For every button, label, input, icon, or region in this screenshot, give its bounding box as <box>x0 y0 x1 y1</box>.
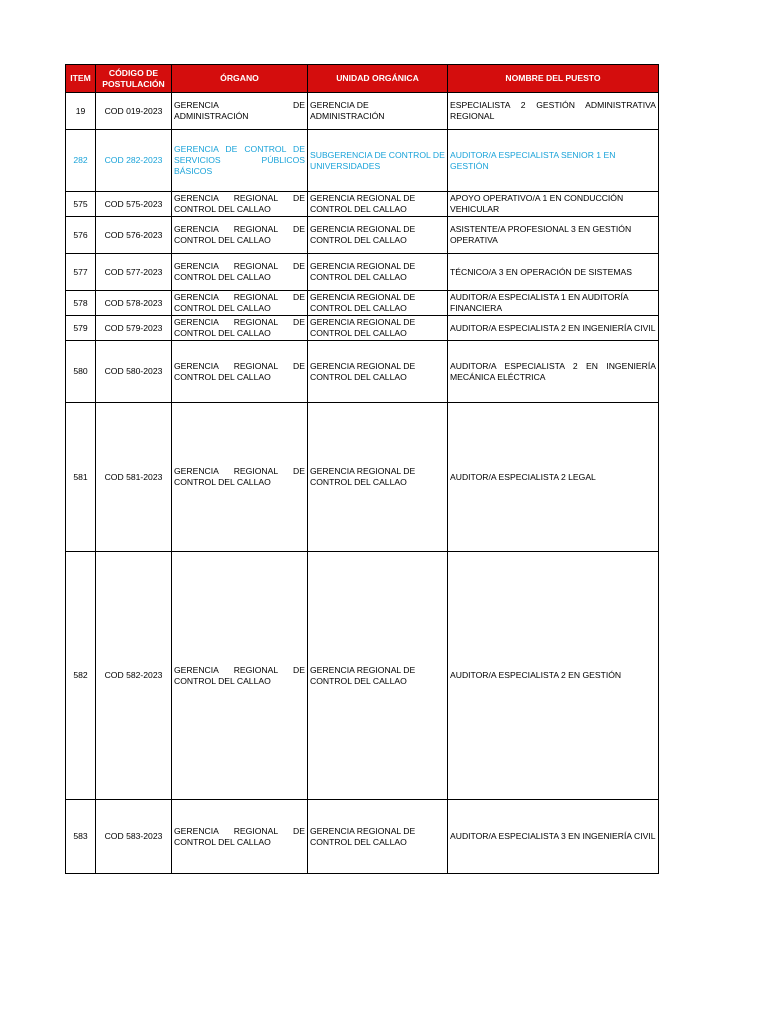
position-cell: ASISTENTE/A PROFESIONAL 3 EN GESTIÓN OPERATIVA <box>448 217 659 254</box>
unit-cell: GERENCIA DE ADMINISTRACIÓN <box>308 93 448 130</box>
unit-cell: GERENCIA REGIONAL DE CONTROL DEL CALLAO <box>308 552 448 800</box>
organ-cell: GERENCIA DE ADMINISTRACIÓN <box>172 93 308 130</box>
item-cell: 580 <box>66 341 96 403</box>
table-header-row <box>66 65 659 93</box>
unit-cell: GERENCIA REGIONAL DE CONTROL DEL CALLAO <box>308 291 448 316</box>
table-row <box>66 217 659 254</box>
unit-cell: GERENCIA REGIONAL DE CONTROL DEL CALLAO <box>308 254 448 291</box>
item-cell: 577 <box>66 254 96 291</box>
code-cell: COD 582-2023 <box>96 552 172 800</box>
item-cell: 575 <box>66 192 96 217</box>
table-row <box>66 552 659 800</box>
item-cell: 583 <box>66 800 96 874</box>
table-row <box>66 254 659 291</box>
position-cell: APOYO OPERATIVO/A 1 EN CONDUCCIÓN VEHICULAR <box>448 192 659 217</box>
item-cell: 581 <box>66 403 96 552</box>
organ-cell: GERENCIA REGIONAL DE CONTROL DEL CALLAO <box>172 341 308 403</box>
position-cell: AUDITOR/A ESPECIALISTA SENIOR 1 EN GESTIÓN <box>448 130 659 192</box>
position-cell: AUDITOR/A ESPECIALISTA 2 EN GESTIÓN <box>448 552 659 800</box>
organ-cell: GERENCIA REGIONAL DE CONTROL DEL CALLAO <box>172 192 308 217</box>
header-position: NOMBRE DEL PUESTO <box>448 65 659 93</box>
code-cell: COD 579-2023 <box>96 316 172 341</box>
code-cell: COD 583-2023 <box>96 800 172 874</box>
code-cell: COD 580-2023 <box>96 341 172 403</box>
unit-cell: SUBGERENCIA DE CONTROL DE UNIVERSIDADES <box>308 130 448 192</box>
unit-cell: GERENCIA REGIONAL DE CONTROL DEL CALLAO <box>308 217 448 254</box>
table-row <box>66 130 659 192</box>
table-row <box>66 93 659 130</box>
unit-cell: GERENCIA REGIONAL DE CONTROL DEL CALLAO <box>308 341 448 403</box>
organ-cell: GERENCIA REGIONAL DE CONTROL DEL CALLAO <box>172 403 308 552</box>
table-row <box>66 403 659 552</box>
position-cell: AUDITOR/A ESPECIALISTA 2 EN INGENIERÍA CIVIL <box>448 316 659 341</box>
position-cell: ESPECIALISTA 2 GESTIÓN ADMINISTRATIVA REGIONAL <box>448 93 659 130</box>
item-cell: 282 <box>66 130 96 192</box>
header-item: ITEM <box>66 65 96 93</box>
header-unit: UNIDAD ORGÁNICA <box>308 65 448 93</box>
organ-cell: GERENCIA REGIONAL DE CONTROL DEL CALLAO <box>172 291 308 316</box>
unit-cell: GERENCIA REGIONAL DE CONTROL DEL CALLAO <box>308 192 448 217</box>
position-cell: AUDITOR/A ESPECIALISTA 2 EN INGENIERÍA MECÁNICA ELÉCTRICA <box>448 341 659 403</box>
code-cell: COD 575-2023 <box>96 192 172 217</box>
job-postings-table <box>65 64 659 874</box>
code-cell: COD 577-2023 <box>96 254 172 291</box>
header-code: CÓDIGO DE POSTULACIÓN <box>96 65 172 93</box>
position-cell: TÉCNICO/A 3 EN OPERACIÓN DE SISTEMAS <box>448 254 659 291</box>
table-row <box>66 192 659 217</box>
position-cell: AUDITOR/A ESPECIALISTA 2 LEGAL <box>448 403 659 552</box>
table-row <box>66 800 659 874</box>
unit-cell: GERENCIA REGIONAL DE CONTROL DEL CALLAO <box>308 800 448 874</box>
item-cell: 582 <box>66 552 96 800</box>
unit-cell: GERENCIA REGIONAL DE CONTROL DEL CALLAO <box>308 316 448 341</box>
item-cell: 579 <box>66 316 96 341</box>
code-cell: COD 576-2023 <box>96 217 172 254</box>
position-cell: AUDITOR/A ESPECIALISTA 1 EN AUDITORÍA FINANCIERA <box>448 291 659 316</box>
item-cell: 19 <box>66 93 96 130</box>
code-cell: COD 578-2023 <box>96 291 172 316</box>
organ-cell: GERENCIA DE CONTROL DE SERVICIOS PÚBLICOS BÁSICOS <box>172 130 308 192</box>
organ-cell: GERENCIA REGIONAL DE CONTROL DEL CALLAO <box>172 217 308 254</box>
item-cell: 576 <box>66 217 96 254</box>
table-row <box>66 316 659 341</box>
code-cell: COD 282-2023 <box>96 130 172 192</box>
table-row <box>66 291 659 316</box>
item-cell: 578 <box>66 291 96 316</box>
code-cell: COD 019-2023 <box>96 93 172 130</box>
header-organ: ÓRGANO <box>172 65 308 93</box>
organ-cell: GERENCIA REGIONAL DE CONTROL DEL CALLAO <box>172 552 308 800</box>
code-cell: COD 581-2023 <box>96 403 172 552</box>
unit-cell: GERENCIA REGIONAL DE CONTROL DEL CALLAO <box>308 403 448 552</box>
position-cell: AUDITOR/A ESPECIALISTA 3 EN INGENIERÍA CIVIL <box>448 800 659 874</box>
organ-cell: GERENCIA REGIONAL DE CONTROL DEL CALLAO <box>172 316 308 341</box>
organ-cell: GERENCIA REGIONAL DE CONTROL DEL CALLAO <box>172 254 308 291</box>
table-row <box>66 341 659 403</box>
organ-cell: GERENCIA REGIONAL DE CONTROL DEL CALLAO <box>172 800 308 874</box>
